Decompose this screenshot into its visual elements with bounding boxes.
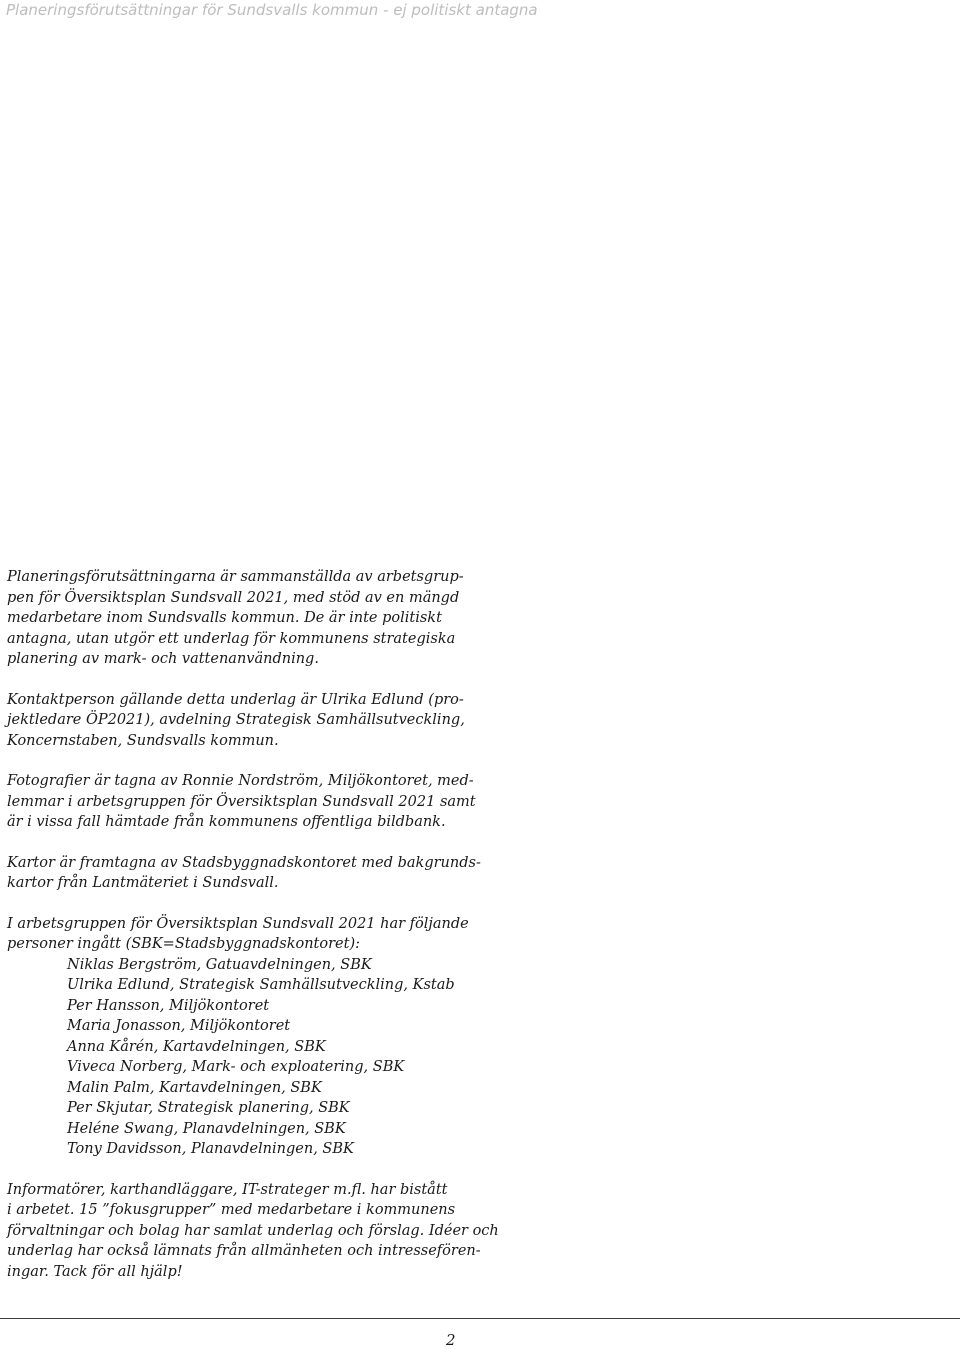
paragraph-maps (7, 853, 481, 894)
footer-divider (0, 1318, 960, 1319)
paragraph-photos (7, 771, 476, 833)
text-line: Planeringsförutsättningarna är sammanställda av arbetsgrup- (7, 569, 464, 585)
list-item: Anna Kårén, Kartavdelningen, SBK (67, 1038, 326, 1055)
list-item: Per Skjutar, Strategisk planering, SBK (67, 1100, 350, 1116)
text-line: ingar. Tack för all hjälp! (7, 1263, 183, 1280)
text-line: personer ingått (SBK=Stadsbyggnadskontoret): (7, 936, 360, 952)
running-header: Planeringsförutsättningar för Sundsvalls kommun - ej politiskt antagna (6, 1, 538, 19)
text-line: medarbetare inom Sundsvalls kommun. De är inte politiskt (7, 610, 442, 626)
text-line: Informatörer, karthandläggare, IT-strateger m.fl. har bistått (7, 1181, 448, 1198)
paragraph-contact (7, 690, 465, 752)
page-number: 2 (446, 1331, 456, 1349)
list-item: Ulrika Edlund, Strategisk Samhällsutveckling, Kstab (67, 977, 455, 993)
member-list (7, 955, 457, 1160)
list-item: Niklas Bergström, Gatuavdelningen, SBK (67, 956, 372, 973)
list-item: Per Hansson, Miljökontoret (67, 997, 270, 1014)
text-line: Kartor är framtagna av Stadsbyggnadskontoret med bakgrunds- (7, 854, 481, 871)
text-line: förvaltningar och bolag har samlat underlag och förslag. Idéer och (7, 1222, 499, 1239)
text-line: antagna, utan utgör ett underlag för kommunens strategiska (7, 630, 456, 647)
text-line: underlag har också lämnats från allmänheten och intressefören- (7, 1243, 481, 1259)
text-line: Kontaktperson gällande detta underlag är Ulrika Edlund (pro- (7, 691, 464, 708)
list-item: Malin Palm, Kartavdelningen, SBK (67, 1079, 322, 1096)
list-item: Tony Davidsson, Planavdelningen, SBK (67, 1141, 354, 1157)
text-line: I arbetsgruppen för Översiktsplan Sundsvall 2021 har följande (7, 915, 469, 932)
paragraph-intro (7, 567, 464, 670)
list-item: Heléne Swang, Planavdelningen, SBK (67, 1120, 346, 1137)
text-line: Koncernstaben, Sundsvalls kommun. (7, 732, 279, 749)
text-line: jektledare ÖP2021), avdelning Strategisk Samhällsutveckling, (7, 712, 465, 728)
paragraph-thanks (7, 1180, 499, 1283)
paragraph-working-group (7, 914, 469, 1160)
text-line: lemmar i arbetsgruppen för Översiktsplan Sundsvall 2021 samt (7, 793, 476, 810)
text-line: Fotografier är tagna av Ronnie Nordström, Miljökontoret, med- (7, 773, 474, 789)
list-item: Maria Jonasson, Miljökontoret (67, 1018, 291, 1034)
list-item: Viveca Norberg, Mark- och exploatering, SBK (67, 1059, 405, 1075)
text-line: pen för Översiktsplan Sundsvall 2021, med stöd av en mängd (7, 589, 460, 606)
text-line: kartor från Lantmäteriet i Sundsvall. (7, 875, 279, 891)
text-line: planering av mark- och vattenanvändning. (7, 651, 319, 667)
text-line: är i vissa fall hämtade från kommunens offentliga bildbank. (7, 814, 446, 830)
body-text (7, 567, 499, 1302)
text-line: i arbetet. 15 ”fokusgrupper” med medarbetare i kommunens (7, 1202, 456, 1218)
